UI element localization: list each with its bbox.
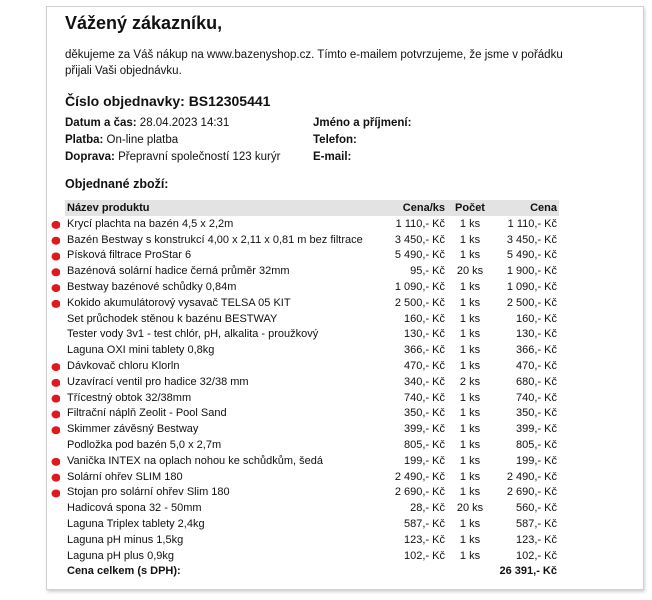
item-qty: 1 ks xyxy=(459,249,481,262)
total-spacer xyxy=(447,564,493,580)
item-name: Tester vody 3v1 - test chlór, pH, alkalita - proužkový xyxy=(67,328,319,341)
red-marker xyxy=(52,458,61,466)
header-price: Cena/ks xyxy=(377,200,447,216)
item-qty: 1 ks xyxy=(459,407,481,420)
item-name: Kokido akumulátorový vysavač TELSA 05 KIT xyxy=(67,296,291,309)
item-price: 740,- Kč xyxy=(404,391,445,404)
table-row xyxy=(65,516,559,532)
table-row xyxy=(65,263,559,279)
customer-info xyxy=(313,115,411,166)
shipping-label: Doprava: xyxy=(65,151,115,163)
item-qty: 1 ks xyxy=(459,233,481,246)
item-name: Krycí plachta na bazén 4,5 x 2,2m xyxy=(67,217,234,230)
table-row xyxy=(65,406,559,422)
header-qty: Počet xyxy=(447,200,493,216)
item-qty: 1 ks xyxy=(459,439,481,452)
item-total: 1 110,- Kč xyxy=(507,217,557,230)
item-total: 2 500,- Kč xyxy=(506,296,557,309)
item-price: 5 490,- Kč xyxy=(394,249,445,262)
item-qty: 1 ks xyxy=(459,533,481,546)
items-table xyxy=(65,200,559,579)
goods-title: Objednané zboží: xyxy=(65,177,169,191)
order-info xyxy=(65,115,280,166)
table-row xyxy=(65,279,559,295)
item-qty: 20 ks xyxy=(456,265,484,278)
table-row xyxy=(65,295,559,311)
item-name: Laguna OXI mini tablety 0,8kg xyxy=(67,344,215,357)
item-total: 587,- Kč xyxy=(516,518,557,531)
table-row xyxy=(65,421,559,437)
table-row xyxy=(65,453,559,469)
table-row xyxy=(65,469,559,485)
item-qty: 1 ks xyxy=(459,518,481,531)
item-total: 2 690,- Kč xyxy=(506,486,557,499)
item-total: 470,- Kč xyxy=(516,360,557,373)
item-total: 1 900,- Kč xyxy=(506,265,557,278)
order-email xyxy=(46,6,644,590)
item-total: 160,- Kč xyxy=(516,312,557,325)
item-total: 805,- Kč xyxy=(516,439,557,452)
item-name: Solární ohřev SLIM 180 xyxy=(67,470,183,483)
red-marker-layer xyxy=(0,0,60,600)
red-marker xyxy=(52,426,61,434)
item-price: 587,- Kč xyxy=(404,518,445,531)
total-value: 26 391,- Kč xyxy=(499,565,557,578)
item-price: 2 500,- Kč xyxy=(394,296,445,309)
item-total: 399,- Kč xyxy=(516,423,557,436)
date-label: Datum a čas: xyxy=(65,117,137,129)
item-price: 2 690,- Kč xyxy=(394,486,445,499)
red-marker xyxy=(52,284,61,292)
total-spacer xyxy=(377,564,447,580)
item-price: 123,- Kč xyxy=(404,533,445,546)
item-price: 366,- Kč xyxy=(404,344,445,357)
red-marker xyxy=(52,363,61,371)
item-qty: 1 ks xyxy=(459,281,481,294)
item-total: 123,- Kč xyxy=(516,533,557,546)
item-name: Třícestný obtok 32/38mm xyxy=(67,391,192,404)
item-qty: 1 ks xyxy=(459,391,481,404)
item-name: Stojan pro solární ohřev Slim 180 xyxy=(67,486,230,499)
red-marker xyxy=(52,237,61,245)
name-label: Jméno a příjmení: xyxy=(313,117,412,129)
item-name: Uzavírací ventil pro hadice 32/38 mm xyxy=(67,375,249,388)
phone-label: Telefon: xyxy=(313,134,357,146)
item-name: Laguna Triplex tablety 2,4kg xyxy=(67,518,205,531)
date-value: 28.04.2023 14:31 xyxy=(139,117,230,129)
table-header xyxy=(65,200,559,216)
email-label: E-mail: xyxy=(313,151,352,163)
table-row xyxy=(65,311,559,327)
item-price: 2 490,- Kč xyxy=(394,470,445,483)
red-marker xyxy=(52,268,61,276)
item-name: Písková filtrace ProStar 6 xyxy=(67,249,192,262)
item-price: 199,- Kč xyxy=(404,454,445,467)
red-marker xyxy=(52,474,61,482)
item-name: Bazén Bestway s konstrukcí 4,00 x 2,11 x 0,81 m bez filtrace xyxy=(67,233,363,246)
table-row xyxy=(65,374,559,390)
item-total: 130,- Kč xyxy=(516,328,557,341)
intro-text: děkujeme za Váš nákup na www.bazenyshop.cz. Tímto e-mailem potvrzujeme, že jsme v pořádku přijali Vaši objednávku. xyxy=(65,49,563,77)
total-row xyxy=(65,564,559,580)
greeting: Vážený zákazníku, xyxy=(65,13,223,33)
table-row xyxy=(65,437,559,453)
header-name: Název produktu xyxy=(65,200,377,216)
item-qty: 1 ks xyxy=(459,312,481,325)
item-qty: 1 ks xyxy=(459,423,481,436)
table-row xyxy=(65,532,559,548)
item-name: Laguna pH plus 0,9kg xyxy=(67,549,175,562)
item-price: 340,- Kč xyxy=(404,375,445,388)
order-number: Číslo objednavky: BS12305441 xyxy=(65,93,271,109)
item-total: 366,- Kč xyxy=(516,344,557,357)
shipping-value: Přepravní společností 123 kurýr xyxy=(118,151,281,163)
item-price: 350,- Kč xyxy=(404,407,445,420)
item-name: Dávkovač chloru Klorln xyxy=(67,360,180,373)
table-row xyxy=(65,342,559,358)
item-qty: 1 ks xyxy=(459,454,481,467)
item-qty: 2 ks xyxy=(459,375,481,388)
item-name: Podložka pod bazén 5,0 x 2,7m xyxy=(67,439,222,452)
table-row xyxy=(65,358,559,374)
item-total: 5 490,- Kč xyxy=(506,249,557,262)
item-name: Filtrační náplň Zeolit - Pool Sand xyxy=(67,407,227,420)
item-price: 399,- Kč xyxy=(404,423,445,436)
red-marker xyxy=(52,410,61,418)
red-marker xyxy=(52,395,61,403)
item-price: 160,- Kč xyxy=(404,312,445,325)
red-marker xyxy=(52,379,61,387)
table-row xyxy=(65,390,559,406)
red-marker xyxy=(52,489,61,497)
header-total: Cena xyxy=(493,200,559,216)
item-name: Bestway bazénové schůdky 0,84m xyxy=(67,281,237,294)
item-total: 1 090,- Kč xyxy=(506,281,557,294)
item-qty: 1 ks xyxy=(459,296,481,309)
item-total: 199,- Kč xyxy=(516,454,557,467)
item-price: 95,- Kč xyxy=(410,265,445,278)
item-price: 130,- Kč xyxy=(404,328,445,341)
total-label: Cena celkem (s DPH): xyxy=(67,565,181,578)
table-row xyxy=(65,500,559,516)
item-total: 350,- Kč xyxy=(516,407,557,420)
item-name: Set průchodek stěnou k bazénu BESTWAY xyxy=(67,312,278,325)
item-total: 3 450,- Kč xyxy=(506,233,557,246)
table-row xyxy=(65,327,559,343)
item-price: 3 450,- Kč xyxy=(394,233,445,246)
red-marker xyxy=(52,252,61,260)
item-total: 680,- Kč xyxy=(516,375,557,388)
item-price: 1 090,- Kč xyxy=(394,281,445,294)
item-qty: 20 ks xyxy=(456,502,484,515)
item-name: Bazénová solární hadice černá průměr 32mm xyxy=(67,265,290,278)
item-total: 560,- Kč xyxy=(516,502,557,515)
payment-label: Platba: xyxy=(65,134,104,146)
item-name: Skimmer závěsný Bestway xyxy=(67,423,199,436)
item-price: 470,- Kč xyxy=(404,360,445,373)
item-qty: 1 ks xyxy=(459,470,481,483)
item-price: 102,- Kč xyxy=(404,549,445,562)
payment-value: On-line platba xyxy=(106,134,179,146)
item-name: Hadicová spona 32 - 50mm xyxy=(67,502,202,515)
item-total: 2 490,- Kč xyxy=(506,470,557,483)
item-price: 28,- Kč xyxy=(410,502,445,515)
item-qty: 1 ks xyxy=(459,217,481,230)
red-marker xyxy=(52,221,61,229)
item-qty: 1 ks xyxy=(459,549,481,562)
red-marker xyxy=(52,300,61,308)
item-total: 740,- Kč xyxy=(516,391,557,404)
item-name: Vanička INTEX na oplach nohou ke schůdkům, šedá xyxy=(67,454,324,467)
item-qty: 1 ks xyxy=(459,360,481,373)
table-row xyxy=(65,248,559,264)
table-row xyxy=(65,216,559,232)
item-qty: 1 ks xyxy=(459,344,481,357)
item-price: 1 110,- Kč xyxy=(395,217,445,230)
item-price: 805,- Kč xyxy=(404,439,445,452)
table-row xyxy=(65,232,559,248)
item-qty: 1 ks xyxy=(459,328,481,341)
table-row xyxy=(65,485,559,501)
item-total: 102,- Kč xyxy=(516,549,557,562)
table-row xyxy=(65,548,559,564)
item-name: Laguna pH minus 1,5kg xyxy=(67,533,184,546)
item-qty: 1 ks xyxy=(459,486,481,499)
